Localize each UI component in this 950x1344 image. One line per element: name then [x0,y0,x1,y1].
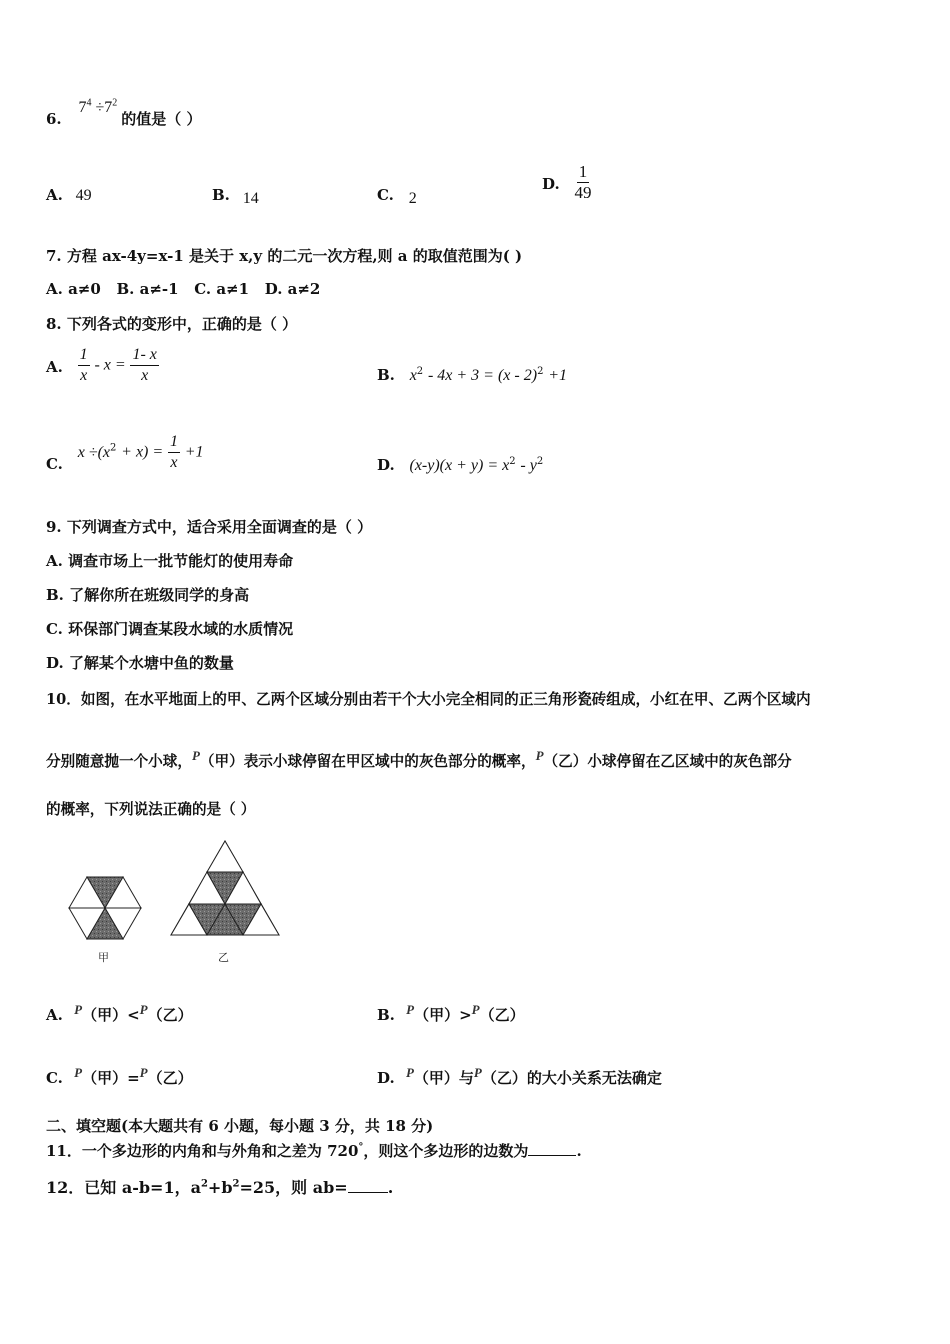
q8-option-a: A. $\frac{1}{x}$ - x = $\frac{1- x}{x}$ [46,346,157,384]
q12-line: 12．已知 a-b=1，$a^2+b^2=25$，则 ab= . [46,1178,394,1197]
q8-stem: 8. 下列各式的变形中，正确的是（ ） [46,315,298,333]
q6-option-d: D. $\frac{1}{49}$ [542,162,592,202]
yi-tri-top [207,841,243,872]
q9-option-c: C. 环保部门调查某段水域的水质情况 [46,620,294,638]
q6-stem: 的值是（ ） [121,110,202,128]
q7-options: A. a≠0 B. a≠-1 C. a≠1 D. a≠2 [46,280,321,298]
section-2-heading: 二、填空题(本大题共有 6 小题，每小题 3 分，共 18 分) [46,1117,434,1135]
q10-option-c: C. P（甲）=P（乙） [46,1065,193,1087]
q9-option-a: A. 调查市场上一批节能灯的使用寿命 [46,552,294,570]
q11-answer-blank[interactable] [528,1155,576,1156]
q8-option-c: C. $x \div(x^2 + x)$ = $\frac{1}{x}$ +1 [46,433,204,473]
q10-line3: 的概率，下列说法正确的是（ ） [46,801,256,818]
q8-option-d: D. $(x-y)(x + y) = x^2 - y^2$ [377,456,544,474]
q10-figure [60,835,300,970]
q9-stem: 9. 下列调查方式中，适合采用全面调查的是（ ） [46,518,373,536]
q6-number: 6. [46,110,62,128]
q6-line [46,97,202,129]
q8-option-b: B. $x^2 - 4x + 3 = (x - 2)^2 +1$ [377,366,568,384]
q9-option-d: D. 了解某个水塘中鱼的数量 [46,654,234,672]
q6-option-b: B. 14 [212,186,259,207]
fig-label-yi: 乙 [218,951,229,964]
q6-expression: $7^4 \div 7^2$ [78,97,118,116]
hexagon-jia [69,877,141,939]
fig-label-jia: 甲 [98,951,109,964]
q11-line: 11．一个多边形的内角和与外角和之差为 720°，则这个多边形的边数为 . [46,1142,582,1160]
q9-option-b: B. 了解你所在班级同学的身高 [46,586,250,604]
q10-line2: 分别随意抛一个小球，P（甲）表示小球停留在甲区域中的灰色部分的概率，P（乙）小球停留在乙区域中的灰色部分 [46,748,792,770]
q6-option-c: C. 2 [377,186,417,207]
q12-answer-blank[interactable] [348,1192,388,1193]
q10-line1: 10．如图，在水平地面上的甲、乙两个区域分别由若干个大小完全相同的正三角形瓷砖组成，小红在甲、乙两个区域内 [46,691,811,708]
q7-stem: 7. 方程 ax-4y=x-1 是关于 x,y 的二元一次方程,则 a 的取值范围为( ) [46,247,523,265]
q6-option-a: A. 49 [46,186,92,204]
triangle-yi [171,841,279,935]
q10-option-a: A. P（甲）<P（乙） [46,1002,193,1024]
q10-option-d: D. P（甲）与P（乙）的大小关系无法确定 [377,1065,662,1087]
q10-option-b: B. P（甲）>P（乙） [377,1002,525,1024]
